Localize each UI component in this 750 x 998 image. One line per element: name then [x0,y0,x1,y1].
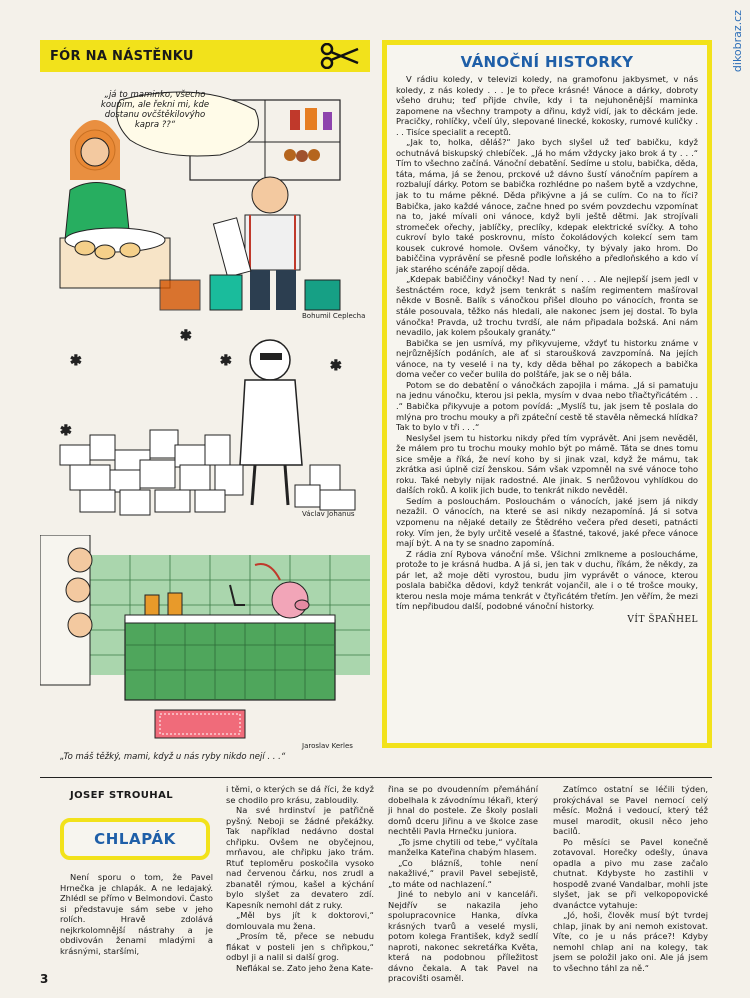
chlapak-paragraph: Jiné to nebylo ani v kanceláři. Nejdřív se nakazila jeho spolupracovnice Hanka, dívka krásných tvarů a veselé mysli, potom kolega František, když sedlí naproti, nakonec sekretářka Květa, která na podobnou příležitost dávno čekala. A tak Pavel na pracovišti osaměl. [388,889,538,983]
cartoon-gifts [40,325,370,530]
section-divider [40,777,712,778]
svg-text:✱: ✱ [220,353,232,369]
cartoon3-credit: Jaroslav Kerles [302,742,353,750]
gifts-illustration [40,325,370,530]
chlapak-paragraph: i těmi, o kterých se dá říci, že když se chodilo pro krásu, zabloudily. [226,784,374,805]
svg-text:✱: ✱ [60,423,72,439]
story-paragraph: Potom se do debatění o vánočkách zapojila i máma. „Já si pamatuju na jednu vánočku, kterou jsi pekla, mysím v dvaa nebo třiačtyřicátém . . .“ Babička přikyvuje a potom povídá: „Myslíš tu, jak jsem tě poslala do mlýna pro trochu mouky a při zpáteční cestě tě stavěla německá hlídka? Tak to bylo v tři . . .“ [396,379,698,433]
chlapak-paragraph: Neflákal se. Zato jeho žena Kate- [236,962,374,973]
chlapak-paragraph: „Prosím tě, přece se nebudu flákat v posteli jen s chřipkou,“ odbyl ji a nalil si další grog. [226,931,374,962]
cartoon3-caption: „To máš těžký, mami, když u nás ryby nikdo nejí . . .“ [60,752,286,762]
chlapak-paragraph: „Jó, hoši, člověk musí být tvrdej chlap, jinak by ani nemoh existovat. Víte, co je u nás práce?! Kdyby nemohl chlap ani na kolegy, tak jsem se položil jako oni. Ale já jsem to všechno táhl za ně.“ [553,910,708,973]
chlapak-paragraph: řina se po dvoudenním přemáhání dobelhala k závodnímu lékaři, který ji hnal do postele. Ze školy poslali domů dceru Jiřinu a ve školce zase nechtěli Pavla Hrnečku juniora. [388,784,538,836]
chlapak-title: CHLAPÁK [94,830,176,848]
section-label: FÓR NA NÁSTĚNKU [50,48,194,64]
chlapak-paragraph: Na své hrdinství je patřičně pyšný. Neboji se žádné překážky. Tak například nedávno dostal chřipku. Ovšem ne obyčejnou, mrňavou, ale chřipku jako trám. Rtuť teploměru poskočila vysoko nad červenou čárku, nos zrudl a zbanatěl rýmou, kašel a kýchání bylo slyšet za devatero zdí. Kapesník nemohl dát z ruky. [226,805,374,910]
svg-text:✱: ✱ [330,358,342,374]
chlapak-paragraph: Zatímco ostatní se léčili týden, prokýchával se Pavel nemocí celý měsíc. Možná i vedoucí, který též musel marodit, okusil něco jeho bacilů. [553,784,708,836]
story-author: VÍT ŠPAŇHEL [627,614,698,625]
chlapak-title-box [60,818,210,860]
chlapak-column-2 [226,784,374,973]
section-header [40,40,370,72]
cartoon-kitchen [40,80,370,320]
chlapak-column-4 [553,784,708,973]
story-paragraph: Babička se jen usmívá, my přikyvujeme, vždyť tu historku známe v nejrůznějších podáních, ale ať si staroušková zavzpomíná. Na jejích vánoce, na ty veselé i na ty, kdy děda běhal po zákopech a babička doma večer co večer bulila do polštáře, jak se o něj bála. [396,337,698,380]
cartoon2-credit: Václav Johanus [302,510,355,518]
chlapak-column-1 [60,872,213,956]
chlapak-author: JOSEF STROUHAL [70,790,173,801]
chlapak-paragraph: „Co blázníš, tohle není nakažlivé,“ pravil Pavel sebejistě, „to máte od nachlazení.“ [388,857,538,889]
svg-text:✱: ✱ [70,353,82,369]
story-paragraph: Sedím a poslouchám. Poslouchám o vánocích, jaké jsem já nikdy nezažil. O vánocích, na které se asi nikdy nezapomíná. Já si sotva vzpomenu na nějaké detaily ze Štědrého večera před deseti, patnácti roky. Vím jen, že byly určitě veselé a šťastné, takové, jaké přece vánoce mají být. A na ty se snadno zapomíná. [396,495,698,549]
svg-text:✱: ✱ [180,328,192,344]
bathtub-illustration [40,535,370,750]
story-paragraph: „Kdepak babiččiny vánočky! Nad ty není . . . Ale nejlepší jsem jedl v šestnáctém roce, když jsem tenkrát s naším regimentem mašíroval někde v Bosně. Balík s vánočkou přišel dlouho po vánocích, fronta se stále posouvala, těžko nás hledali, ale nakonec jsem jej dostal. To byla vánočka! Pravda, už trochu tvrdší, ale nám připadala božská. Ani nám nevadilo, jak kolem pšoukaly granáty.“ [396,274,698,338]
cartoon-bathtub [40,535,370,750]
story-paragraph: V rádiu koledy, v televizi koledy, na gramofonu jakbysmet, v nás koledy, z nás koledy . . . Je to přece krásné! Vánoce a dárky, dobroty všeho druhu; teď přijde chvíle, kdy i ta nejuhoněnější maminka zapomene na všechny trampoty a dřinu, když vidí, jak to děckám jede. Pracičky, rohlíčky, včelí úly, slepované linecké, kokosky, rumové kuličky . . . Tisíce specialit a receptů. [396,74,698,137]
chlapak-column-3 [388,784,538,984]
chlapak-paragraph: „To jsme chytili od tebe,“ vyčítala manželka Kateřina chabým hlasem. [388,836,538,857]
watermark: dikobraz.cz [731,10,744,73]
story-box [382,40,712,748]
story-paragraph: Z rádia zní Rybova vánoční mše. Všichni zmlkneme a posloucháme, protože to je krásná hudba. A já si, jen tak v duchu, říkám, že někdy, za pár let, až moje děti vyrostou, budu jim vyprávět o vánoce, kterou poslala babička dědovi, když tenkrát vojančil, ale i o té trošce mouky, kterou nesla moje máma tenkrát v čtyřicátém třetím. Jen věřím, že mezi tím nepřibudou další, podobné vánoční historky. [396,548,698,612]
chlapak-paragraph: Po měsíci se Pavel konečně zotavoval. Horečky odešly, únava opadla a pivo mu zase začalo chutnat. Kdybyste ho zastihli v hospodě zvané Vandalbar, mohli jste slyšet, jak se při velkopopovické dvanáctce vytahuje: [553,836,708,910]
scissors-icon [320,43,360,69]
cartoon1-speech: „já to maminko, všecho koupim, ale řekni mi, kde dostanu ovčštěkilovýho kapra ??“ [100,90,210,130]
chlapak-paragraph: Není sporu o tom, že Pavel Hrnečka je chlapák. A ne ledajaký. Zhlédl se přímo v Belmondovi. Často si představuje sám sebe v jeho rolích. Hravě zdolává nejkrkolomnější nástrahy a je obdivován ženami mladými a krásnými, staršími, [60,872,213,956]
story-paragraph: „Jak to, holka, děláš?“ Jako bych slyšel už teď babičku, když ochutnává biskupský chlebíček. „Já ho mám vždycky jako brok á ty . . .“ Tím to všechno začíná. Vánoční debatění. Sedíme u stolu, babička, děda, táta, máma, já se ženou, prckové už dávno šustí vánočním papírem a rozbalují dárky. Potom se babička rozhlédne po našem bytě a vzdychne, jak to tu máme pěkné. Děda přikývne a já se culím. Co na to říci? Babička, jako každé vánoce, začne hned po svém povzdechu vzpomínat na to, jaké mívali oni vánoce, když byli ještě dětmi. Jak strojívali stromeček ořechy, jablíčky, preclíky, kdepak elektrické svíčky. A toho cukroví bylo také poskrovnu, místo čokoládových kolekcí sem tam kousek cukrové homole. Ovšem vánočky, ty bývaly jako hrom. Do babiččina vyprávění se přesně podle loňského a předloňského a kdo ví jak starého scénáře zapojí děda. [396,137,698,274]
story-body [396,74,698,612]
chlapak-paragraph: „Měl bys jít k doktorovi,“ domlouvala mu žena. [226,910,374,931]
story-paragraph: Neslyšel jsem tu historku nikdy před tím vyprávět. Ani jsem nevěděl, že málem pro tu trochu mouky mohlo být po mámě. Táta se dnes tomu sice směje a říká, že neví koho by si jinak vzal, když že mámu, tak zkrátka asi úplně cizí ženskou. Sám však vzpomněl na své vánoce toho roku. Také nebyly nijak radostné. Ale jinak. S nerůžovou vyhlídkou do dalších roků. A kolik jich bude, to tenkrát nikdo nevěděl. [396,432,698,496]
page-number: 3 [40,972,49,986]
cartoon1-credit: Bohumil Ceplecha [302,312,366,320]
story-title: VÁNOČNÍ HISTORKY [460,53,634,71]
